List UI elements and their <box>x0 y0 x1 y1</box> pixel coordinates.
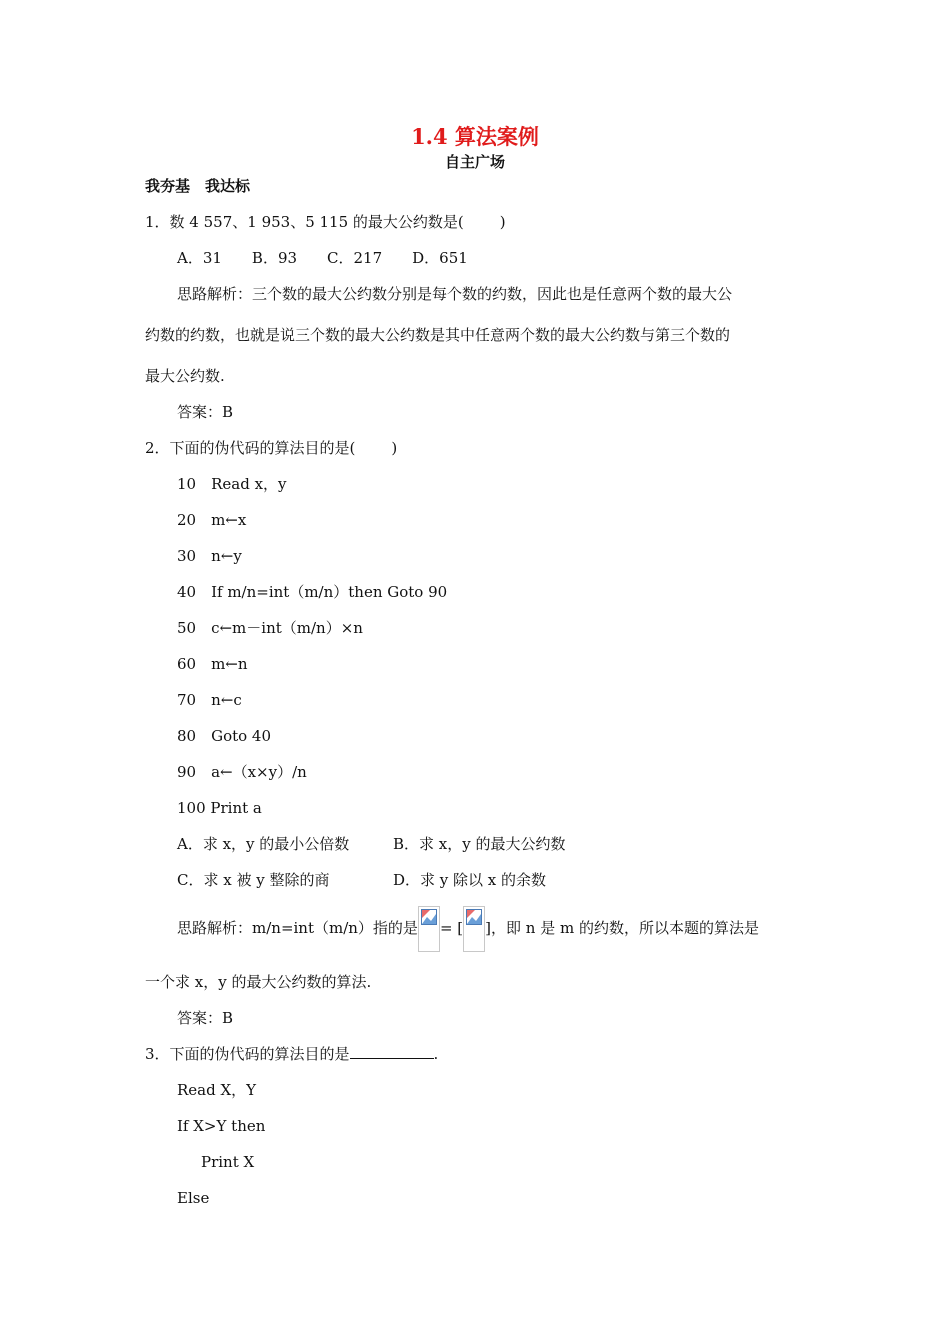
question-1-analysis-line: 约数的约数，也就是说三个数的最大公约数是其中任意两个数的最大公约数与第三个数的 <box>145 326 731 344</box>
code-line: 100 Print a <box>177 799 262 817</box>
question-1-text: 1．数 4 557、1 953、5 115 的最大公约数是( <box>145 213 464 231</box>
code-line: Print X <box>201 1153 255 1171</box>
code-line: Read X，Y <box>177 1081 257 1099</box>
question-2-analysis-line2: 一个求 x，y 的最大公约数的算法. <box>145 973 372 991</box>
answer-blank <box>350 1044 434 1059</box>
broken-image-icon <box>463 906 485 952</box>
question-1-analysis-line: 思路解析：三个数的最大公约数分别是每个数的约数，因此也是任意两个数的最大公 <box>177 285 733 303</box>
analysis-prefix: 思路解析：m/n=int（m/n）指的是 <box>177 919 418 937</box>
code-line: 70 n←c <box>177 691 242 709</box>
analysis-eq: = <box>439 919 453 937</box>
code-line: 90 a←（x×y）/n <box>177 763 307 781</box>
question-1-close: ) <box>499 213 506 231</box>
option-d: D．求 y 除以 x 的余数 <box>393 871 547 889</box>
code-line: If X>Y then <box>177 1117 266 1135</box>
code-line: 10 Read x，y <box>177 475 287 493</box>
question-2-analysis <box>177 904 759 952</box>
code-line: 60 m←n <box>177 655 248 673</box>
code-line: 40 If m/n=int（m/n）then Goto 90 <box>177 583 448 601</box>
question-2-text: 2．下面的伪代码的算法目的是( <box>145 439 356 457</box>
section-heading: 我夯基 我达标 <box>145 177 251 195</box>
question-1-stem <box>145 212 506 232</box>
option-b: B．求 x，y 的最大公约数 <box>393 835 566 853</box>
code-line: 50 c←m－int（m/n）×n <box>177 619 363 637</box>
page-subtitle: 自主广场 <box>444 153 505 171</box>
analysis-suffix: ]，即 n 是 m 的约数，所以本题的算法是 <box>485 919 759 937</box>
question-3-end: . <box>433 1045 439 1063</box>
question-2-stem <box>145 438 397 458</box>
question-1-analysis-line: 最大公约数. <box>145 367 225 385</box>
broken-image-icon <box>418 906 440 952</box>
code-line: 30 n←y <box>177 547 242 565</box>
question-1-options: A．31 B．93 C．217 D．651 <box>177 249 468 267</box>
question-3-stem <box>145 1044 438 1064</box>
question-3-text: 3．下面的伪代码的算法目的是 <box>145 1045 350 1063</box>
code-line: 80 Goto 40 <box>177 727 272 745</box>
analysis-bracket-open: [ <box>457 919 464 937</box>
option-c: C．求 x 被 y 整除的商 <box>177 871 330 889</box>
page-title: 1.4 算法案例 <box>411 124 539 149</box>
option-a: A．求 x，y 的最小公倍数 <box>177 835 350 853</box>
question-2-close: ) <box>391 439 398 457</box>
code-line: 20 m←x <box>177 511 247 529</box>
code-line: Else <box>177 1189 210 1207</box>
question-2-answer: 答案：B <box>177 1009 234 1027</box>
question-1-answer: 答案：B <box>177 403 234 421</box>
